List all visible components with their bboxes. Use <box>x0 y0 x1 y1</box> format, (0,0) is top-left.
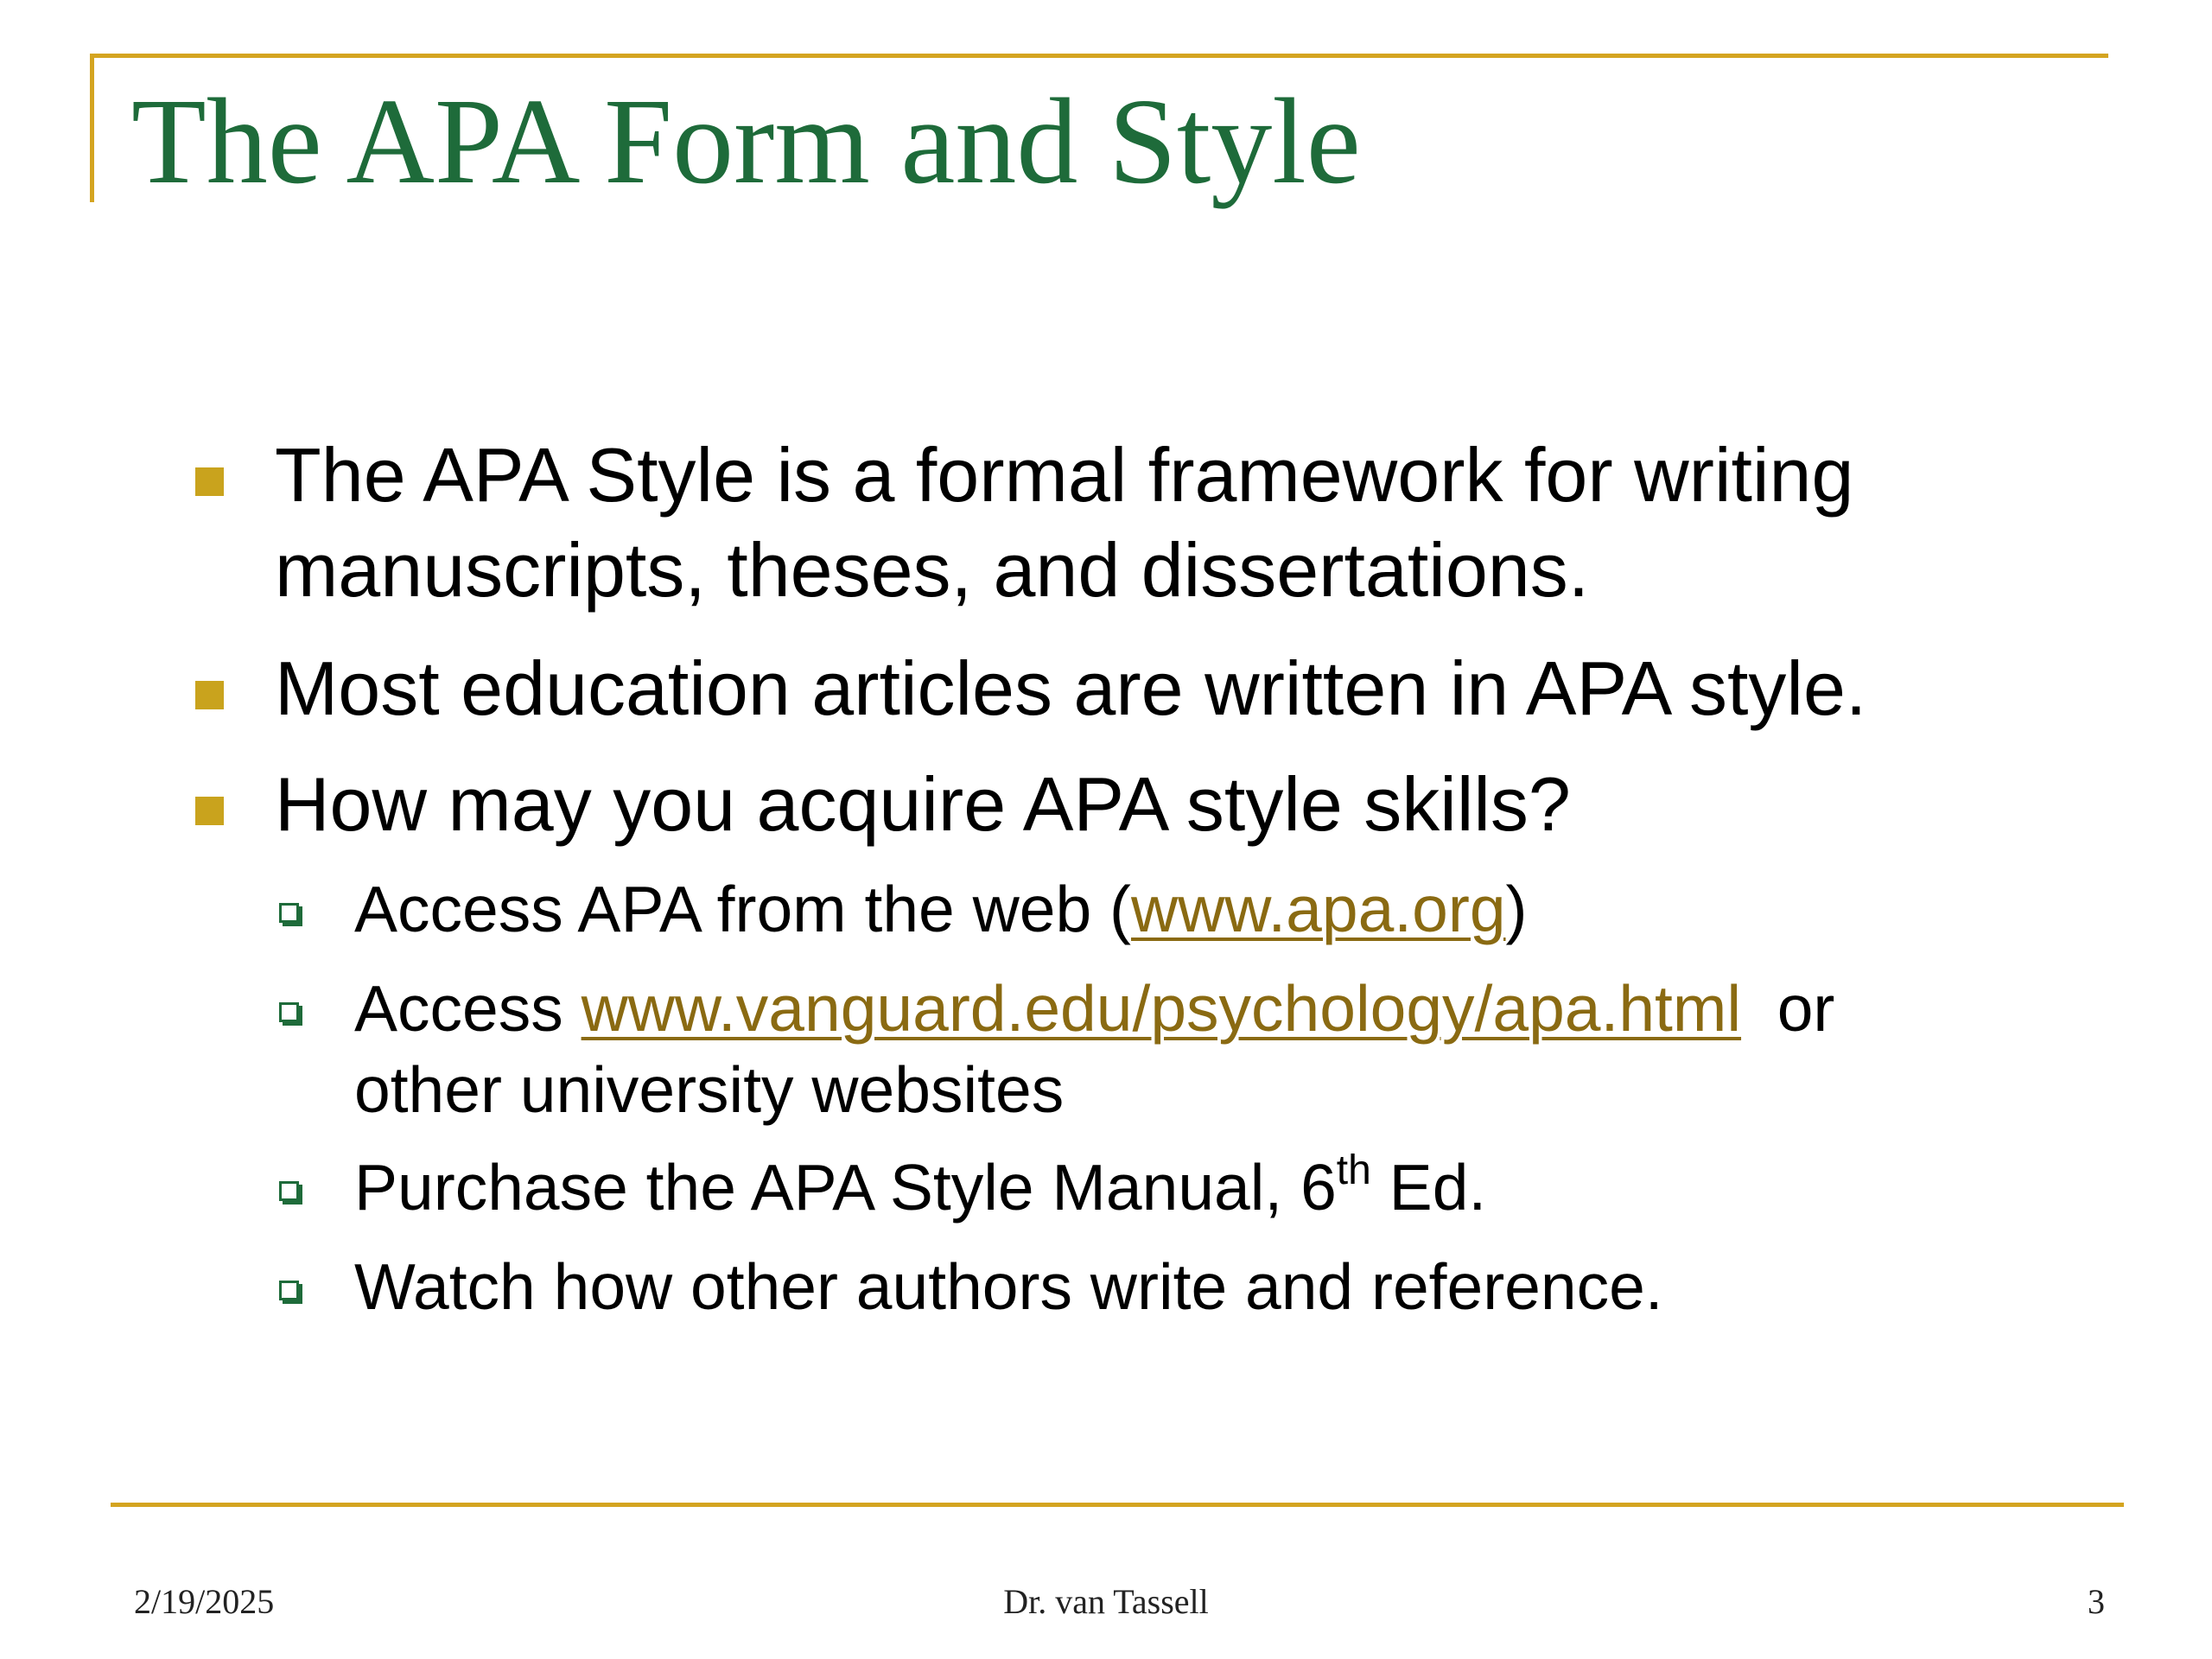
sub-bullet-2-line-2: other university websites <box>354 1053 1065 1126</box>
box-bullet-icon <box>279 1281 299 1300</box>
slide-title: The APA Form and Style <box>131 73 1361 209</box>
square-bullet-icon <box>195 467 224 496</box>
top-rule <box>90 54 2108 58</box>
footer-date: 2/19/2025 <box>134 1582 275 1621</box>
sub-bullet-2-line-1 <box>354 967 1834 1050</box>
sub-bullet-1 <box>354 868 1528 950</box>
bullet-1-line-1: The APA Style is a formal framework for writing <box>275 432 1854 518</box>
sub-bullet-1-close: ) <box>1505 873 1528 945</box>
sub-bullet-4: Watch how other authors write and reference. <box>354 1250 1663 1323</box>
superscript-th: th <box>1336 1147 1371 1193</box>
sub-bullet-1-text: Access APA from the web ( <box>354 873 1131 945</box>
sub-bullet-2-or: or <box>1741 972 1835 1045</box>
bullet-2: Most education articles are written in APA style. <box>275 645 1867 731</box>
box-bullet-icon <box>279 1002 299 1022</box>
box-bullet-icon <box>279 1181 299 1201</box>
footer-author: Dr. van Tassell <box>1003 1582 1209 1621</box>
left-rule <box>90 54 94 202</box>
square-bullet-icon <box>195 681 224 709</box>
bottom-rule <box>111 1503 2124 1507</box>
apa-org-link[interactable]: www.apa.org <box>1130 873 1506 945</box>
sub-bullet-3-text: Purchase the APA Style Manual, 6 <box>354 1151 1337 1224</box>
footer-page-number: 3 <box>2088 1582 2105 1621</box>
bullet-3: How may you acquire APA style skills? <box>275 761 1571 847</box>
sub-bullet-2-text: Access <box>354 972 582 1045</box>
sub-bullet-3-ed: Ed. <box>1370 1151 1487 1224</box>
vanguard-apa-link[interactable]: www.vanguard.edu/psychology/apa.html <box>581 972 1742 1045</box>
square-bullet-icon <box>195 797 224 825</box>
sub-bullet-3 <box>354 1146 1486 1229</box>
box-bullet-icon <box>279 903 299 923</box>
bullet-1-line-2: manuscripts, theses, and dissertations. <box>275 527 1590 613</box>
